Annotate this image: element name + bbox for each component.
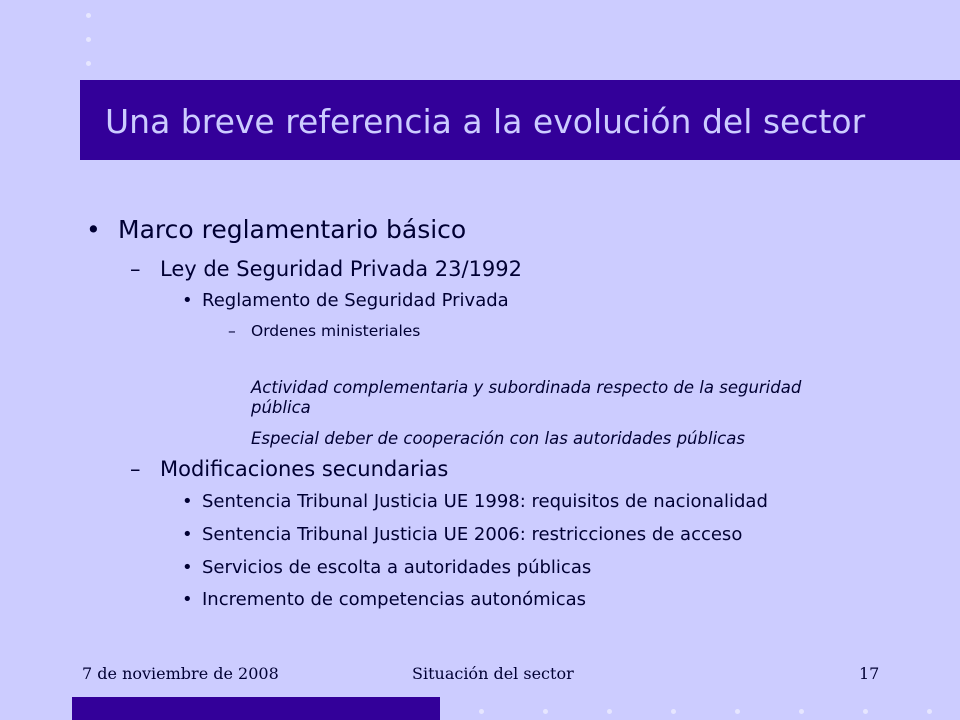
decorative-dot (735, 709, 740, 714)
decorative-dot (799, 709, 804, 714)
decorative-dot (927, 709, 932, 714)
footer-title: Situación del sector (412, 664, 574, 683)
bullet-marker: • (182, 290, 193, 311)
page-number: 17 (859, 664, 880, 683)
bullet-marker: • (182, 557, 193, 578)
sub-bullet-text: Reglamento de Seguridad Privada (202, 290, 509, 311)
decorative-dot (671, 709, 676, 714)
sub-bullet-text: Sentencia Tribunal Justicia UE 1998: requisitos de nacionalidad (202, 491, 768, 512)
sub-bullet-text: Incremento de competencias autonómicas (202, 589, 587, 610)
sub-bullet-text: Ley de Seguridad Privada 23/1992 (160, 257, 523, 281)
dash-marker: – (130, 257, 141, 281)
bullet-marker: • (182, 589, 193, 610)
sub-bullet-text: Sentencia Tribunal Justicia UE 2006: restricciones de acceso (202, 524, 743, 545)
bullet-marker: • (182, 524, 193, 545)
slide-title: Una breve referencia a la evolución del sector (105, 102, 866, 141)
bottom-bar (72, 697, 440, 720)
dash-marker: – (228, 322, 236, 340)
sub-bullet-text: Servicios de escolta a autoridades públicas (202, 557, 592, 578)
bullet-marker: • (182, 491, 193, 512)
bullet-marker: • (86, 215, 101, 244)
dash-marker: – (130, 457, 141, 481)
italic-note: Especial deber de cooperación con las autoridades públicas (251, 429, 745, 448)
sub-bullet-text: Modificaciones secundarias (160, 457, 449, 481)
italic-note: Actividad complementaria y subordinada respecto de la seguridad pública (251, 378, 802, 417)
decorative-dot (607, 709, 612, 714)
footer-date: 7 de noviembre de 2008 (82, 664, 279, 683)
decorative-dot (543, 709, 548, 714)
bullet-text: Marco reglamentario básico (118, 215, 467, 244)
decorative-dot (863, 709, 868, 714)
sub-bullet-text: Ordenes ministeriales (251, 322, 421, 340)
decorative-dot (479, 709, 484, 714)
